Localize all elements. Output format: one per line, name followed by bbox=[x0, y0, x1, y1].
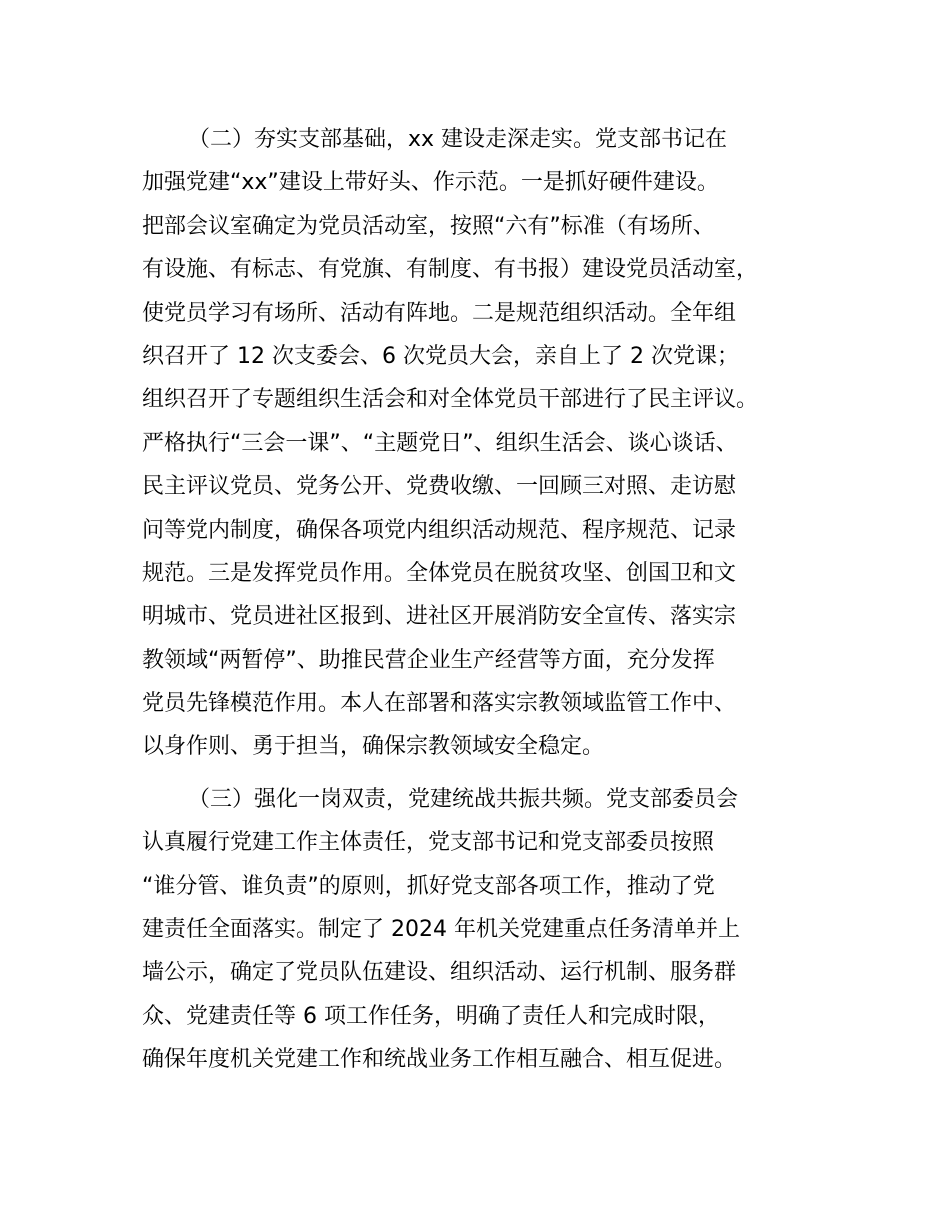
paragraph-section-3 bbox=[142, 778, 832, 1082]
paragraph-section-2 bbox=[142, 118, 832, 769]
paragraph-line: 墙公示，确定了党员队伍建设、组织活动、运行机制、服务群 bbox=[142, 960, 737, 986]
paragraph-line: 有设施、有标志、有党旗、有制度、有书报）建设党员活动室， bbox=[142, 257, 759, 283]
document-body bbox=[142, 118, 832, 1082]
paragraph-line: 组织召开了专题组织生活会和对全体党员干部进行了民主评议。 bbox=[142, 387, 759, 413]
paragraph-line: 加强党建“xx”建设上带好头、作示范。一是抓好硬件建设。 bbox=[142, 170, 719, 196]
paragraph-line: 建责任全面落实。制定了 2024 年机关党建重点任务清单并上 bbox=[142, 917, 740, 943]
paragraph-line: 规范。三是发挥党员作用。全体党员在脱贫攻坚、创国卫和文 bbox=[142, 560, 737, 586]
paragraph-line: 把部会议室确定为党员活动室，按照“六有”标准（有场所、 bbox=[142, 213, 715, 239]
paragraph-line: 明城市、党员进社区报到、进社区开展消防安全宣传、落实宗 bbox=[142, 604, 737, 630]
paragraph-line: 众、党建责任等 6 项工作任务，明确了责任人和完成时限， bbox=[142, 1003, 720, 1029]
paragraph-line: （三）强化一岗双责，党建统战共振共频。党支部委员会 bbox=[188, 786, 739, 812]
paragraph-line: 织召开了 12 次支委会、6 次党员大会，亲自上了 2 次党课； bbox=[142, 343, 739, 369]
paragraph-line: （二）夯实支部基础，xx 建设走深走实。党支部书记在 bbox=[188, 127, 728, 152]
paragraph-line: 问等党内制度，确保各项党内组织活动规范、程序规范、记录 bbox=[142, 517, 737, 543]
paragraph-line: 认真履行党建工作主体责任，党支部书记和党支部委员按照 bbox=[142, 830, 715, 856]
paragraph-line: 以身作则、勇于担当，确保宗教领域安全稳定。 bbox=[142, 734, 605, 760]
paragraph-line: 党员先锋模范作用。本人在部署和落实宗教领域监管工作中、 bbox=[142, 691, 737, 717]
paragraph-line: “谁分管、谁负责”的原则，抓好党支部各项工作，推动了党 bbox=[142, 873, 715, 899]
paragraph-line: 严格执行“三会一课”、“主题党日”、组织生活会、谈心谈话、 bbox=[142, 430, 738, 456]
paragraph-line: 使党员学习有场所、活动有阵地。二是规范组织活动。全年组 bbox=[142, 300, 737, 326]
paragraph-line: 教领域“两暂停”、助推民营企业生产经营等方面，充分发挥 bbox=[142, 647, 715, 673]
paragraph-line: 民主评议党员、党务公开、党费收缴、一回顾三对照、走访慰 bbox=[142, 474, 737, 500]
paragraph-line: 确保年度机关党建工作和统战业务工作相互融合、相互促进。 bbox=[142, 1047, 737, 1073]
